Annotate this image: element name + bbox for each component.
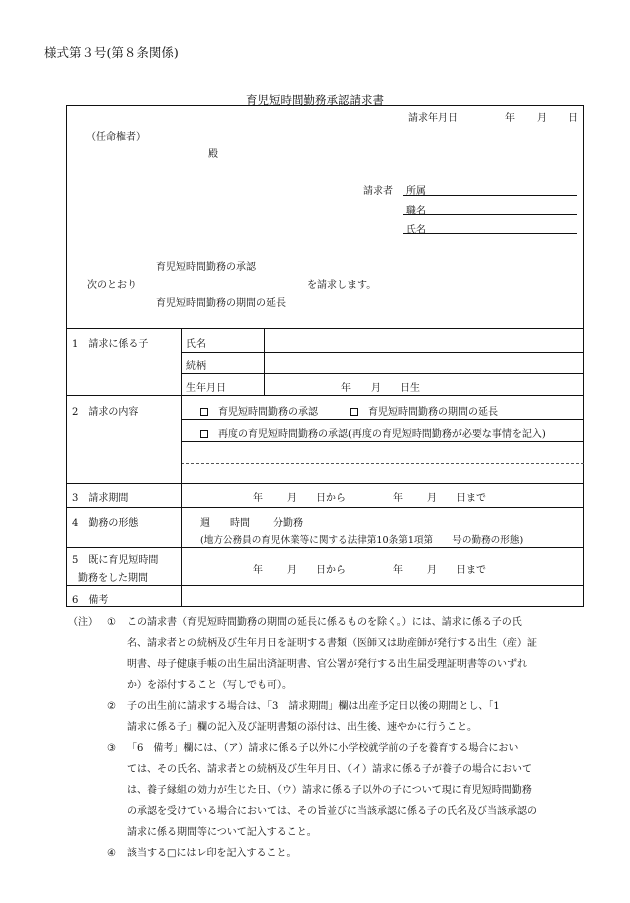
- prev-month2-unit: 月: [427, 565, 437, 576]
- notes-section: [68, 612, 588, 864]
- prev-from: 日から: [316, 565, 346, 576]
- name-line: [403, 233, 577, 234]
- note-line: ては、その氏名、請求者との続柄及び生年月日、（イ）請求に係る子が養子の場合において: [127, 764, 532, 775]
- work-hours-unit: 時間: [230, 518, 250, 529]
- requester-label: 請求者: [363, 186, 393, 197]
- position-label: 職名: [406, 206, 426, 217]
- table-column-divider: [181, 328, 182, 607]
- child-name-label: 氏名: [186, 339, 206, 350]
- prev-until: 日まで: [456, 565, 486, 576]
- dob-born-unit: 日生: [400, 383, 420, 394]
- checkbox-icon[interactable]: [200, 408, 208, 416]
- option-extension: 育児短時間勤務の期間の延長: [156, 298, 286, 309]
- note-number: ②: [107, 701, 116, 712]
- note-line: 名、請求者との続柄及び生年月日を証明する書類（医師又は助産師が発行する出生（産）証: [127, 638, 537, 649]
- position-line: [403, 214, 577, 215]
- work-minutes-unit: 分勤務: [273, 518, 303, 529]
- note-item: [68, 612, 588, 696]
- checkbox-icon[interactable]: [200, 430, 208, 438]
- notes-label: （注）: [68, 617, 98, 628]
- note-line: 子の出生前に請求する場合は、「3 請求期間」欄は出産予定日以後の期間とし、「1: [127, 701, 500, 712]
- day-unit: 日: [568, 113, 578, 124]
- year-unit: 年: [505, 113, 515, 124]
- period-section-label: 3 請求期間: [72, 493, 129, 504]
- note-line: は、養子縁組の効力が生じた日、（ウ）請求に係る子以外の子について現に育児短時間勤務: [127, 785, 532, 796]
- table-top-line: [66, 328, 584, 329]
- previous-section-label-1: 5 既に育児短時間: [72, 555, 159, 566]
- note-line: 請求に係る子」欄の記入及び証明書類の添付は、出生後、速やかに行うこと。: [127, 722, 477, 733]
- note-number: ③: [107, 743, 116, 754]
- prev-month-unit: 月: [287, 565, 297, 576]
- note-number: ①: [107, 617, 116, 628]
- period-year2-unit: 年: [393, 493, 403, 504]
- prev-year2-unit: 年: [393, 565, 403, 576]
- prev-year-unit: 年: [253, 565, 263, 576]
- period-month-unit: 月: [287, 493, 297, 504]
- note-line: この請求書（育児短時間勤務の期間の延長に係るものを除く。）には、請求に係る子の氏: [127, 617, 522, 628]
- content-option-extension[interactable]: 育児短時間勤務の期間の延長: [350, 403, 498, 418]
- option-approval: 育児短時間勤務の承認: [156, 262, 256, 273]
- note-line: 請求に係る期間等について記入すること。: [127, 827, 317, 838]
- please-request: を請求します。: [307, 280, 377, 291]
- content-section-label: 2 請求の内容: [72, 407, 139, 418]
- dob-year-unit: 年: [341, 383, 351, 394]
- remarks-section-label: 6 備考: [72, 595, 109, 606]
- note-item: [68, 843, 588, 864]
- note-line: か）を添付すること（写しでも可）。: [127, 680, 292, 691]
- work-week-unit: 週: [200, 518, 210, 529]
- appointer-label: （任命権者）: [86, 132, 146, 143]
- request-date-label: 請求年月日: [408, 113, 458, 124]
- period-from: 日から: [316, 493, 346, 504]
- affiliation-label: 所属: [406, 186, 426, 197]
- note-line: 「6 備考」欄には、（ア）請求に係る子以外に小学校就学前の子を養育する場合におい: [127, 743, 519, 754]
- form-number: 様式第３号(第８条関係): [44, 45, 179, 60]
- as-follows: 次のとおり: [87, 280, 137, 291]
- work-form-section-label: 4 勤務の形態: [72, 518, 139, 529]
- period-month2-unit: 月: [427, 493, 437, 504]
- note-line: 明書、母子健康手帳の出生届出済証明書、官公署が発行する出生届受理証明書等のいずれ: [127, 659, 527, 670]
- note-line: の承認を受けている場合においては、その旨並びに当該承認に係る子の氏名及び当該承認の: [127, 806, 537, 817]
- affiliation-line: [403, 195, 577, 196]
- previous-section-label-2: 勤務をした期間: [78, 573, 148, 584]
- dob-month-unit: 月: [371, 383, 381, 394]
- content-option-approval[interactable]: 育児短時間勤務の承認: [200, 403, 318, 418]
- note-item: [68, 738, 588, 843]
- name-label: 氏名: [406, 225, 426, 236]
- note-number: ④: [107, 848, 116, 859]
- child-section-label: 1 請求に係る子: [72, 339, 149, 350]
- checkbox-icon[interactable]: [350, 408, 358, 416]
- period-year-unit: 年: [253, 493, 263, 504]
- dono-label: 殿: [208, 149, 218, 160]
- month-unit: 月: [537, 113, 547, 124]
- form-title: 育児短時間勤務承認請求書: [246, 93, 384, 107]
- note-line: 該当する□にはレ印を記入すること。: [127, 848, 297, 859]
- period-until: 日まで: [456, 493, 486, 504]
- content-option-reapproval[interactable]: 再度の育児短時間勤務の承認(再度の育児短時間勤務が必要な事情を記入): [200, 425, 546, 440]
- law-reference: (地方公務員の育児休業等に関する法律第10条第1項第 号の勤務の形態): [200, 535, 524, 546]
- child-dob-label: 生年月日: [186, 383, 226, 394]
- child-relation-label: 続柄: [186, 361, 206, 372]
- note-item: [68, 696, 588, 738]
